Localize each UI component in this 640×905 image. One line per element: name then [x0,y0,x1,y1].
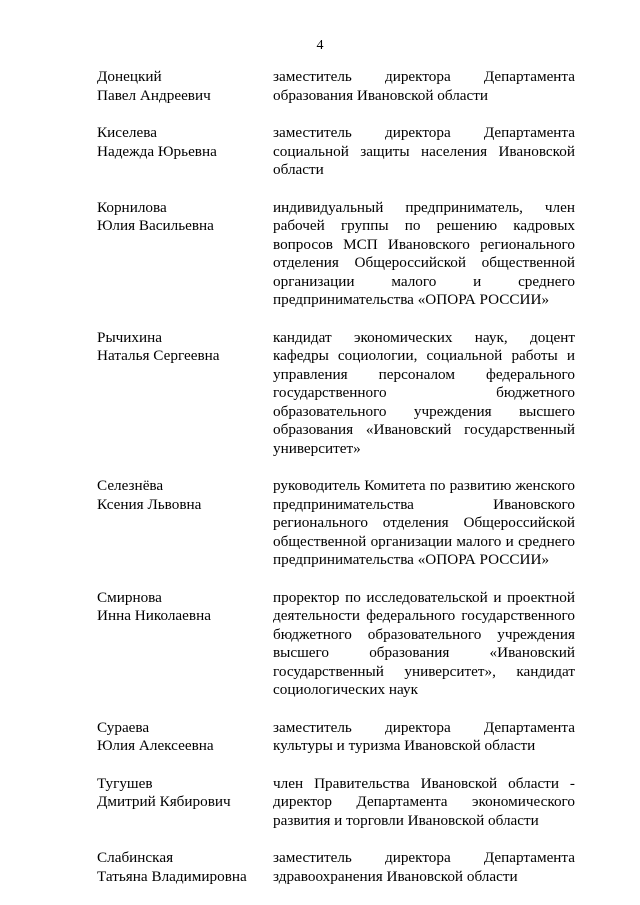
member-name [97,589,273,700]
member-role: заместитель директора Департамента здравоохранения Ивановской области [273,849,575,885]
member-entry [97,477,575,570]
member-name [97,329,273,459]
member-role: проректор по исследовательской и проектной деятельности федерального государственного бюджетного образовательного учреждения высшего образования «Ивановский государственный университет», кандидат социологических наук [273,588,575,698]
member-given-name: Надежда Юрьевна [97,142,217,160]
member-given-name: Инна Николаевна [97,607,211,624]
member-given-name: Юлия Васильевна [97,217,214,234]
page-number: 4 [316,38,324,53]
member-entry [97,719,575,756]
member-role: член Правительства Ивановской области - директор Департамента экономического развития и торговли Ивановской области [273,774,575,829]
member-surname: Тугушев [97,774,153,792]
member-role: кандидат экономических наук, доцент кафедры социологии, социальной работы и управления персоналом федерального государственного бюджетного образовательного учреждения высшего образования «Ивановский государственный университет» [273,328,575,457]
member-surname: Слабинская [97,849,174,866]
member-role: руководитель Комитета по развитию женского предпринимательства Ивановского регионального отделения Общероссийской общественной организации малого и среднего предпринимательства «ОПОРА РОССИИ» [273,477,575,568]
member-surname: Корнилова [97,198,167,216]
member-entry [97,329,575,459]
member-given-name: Юлия Алексеевна [97,737,214,754]
member-name [97,775,273,831]
member-role: заместитель директора Департамента социальной защиты населения Ивановской области [273,124,575,178]
member-name [97,68,273,105]
member-entry [97,849,575,886]
member-entry [97,68,575,105]
member-role: индивидуальный предприниматель, член рабочей группы по решению кадровых вопросов МСП Ивановского регионального отделения Общероссийской общественной организации малого и среднего предпринимательства «ОПОРА РОССИИ» [273,198,575,308]
member-surname: Рычихина [97,328,163,346]
member-given-name: Павел Андреевич [97,86,211,104]
member-surname: Смирнова [97,588,162,606]
member-name [97,477,273,570]
member-name [97,849,273,886]
member-given-name: Ксения Львовна [97,495,202,513]
member-entry [97,775,575,831]
member-role: заместитель директора Департамента культуры и туризма Ивановской области [273,718,575,754]
member-entry [97,124,575,180]
member-given-name: Дмитрий Кябирович [97,793,231,810]
member-given-name: Татьяна Владимировна [97,867,247,885]
member-name [97,124,273,180]
member-list [97,68,575,905]
member-name [97,719,273,756]
member-given-name: Наталья Сергеевна [97,347,220,364]
member-entry [97,199,575,310]
member-surname: Сураева [97,718,150,736]
member-role: заместитель директора Департамента образования Ивановской области [273,68,575,104]
member-surname: Селезнёва [97,477,164,494]
member-entry [97,589,575,700]
member-surname: Киселева [97,124,157,141]
member-name [97,199,273,310]
member-surname: Донецкий [97,68,162,85]
